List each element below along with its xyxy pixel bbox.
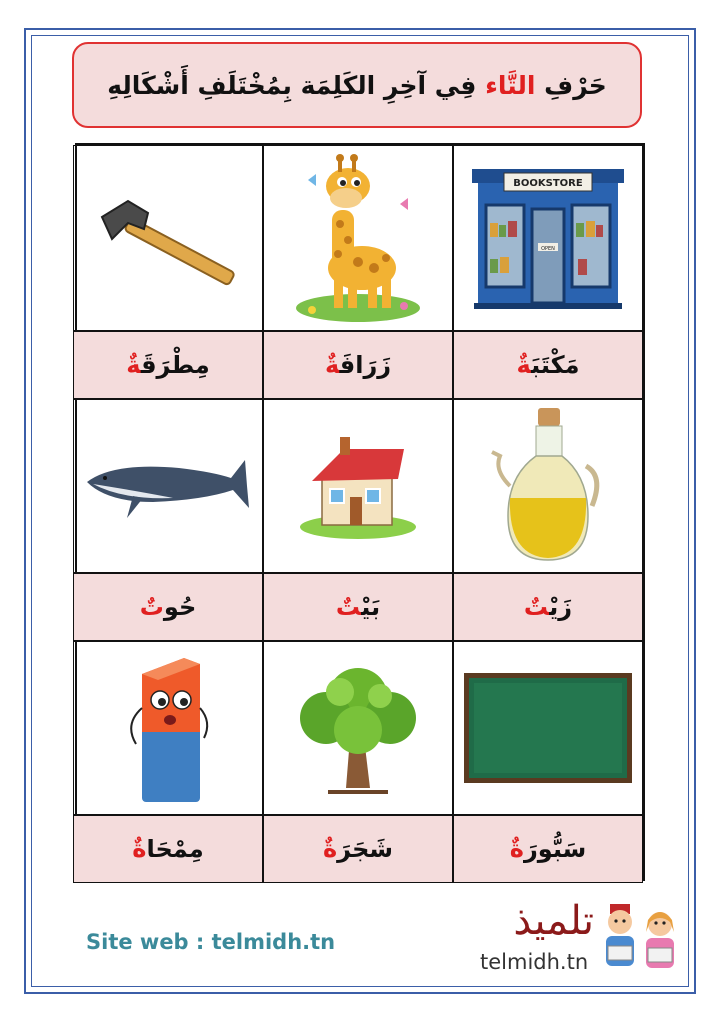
word-cell-hut	[73, 573, 263, 641]
telmidh-logo	[474, 898, 684, 984]
eraser-icon	[108, 648, 228, 808]
image-cell-tree	[263, 641, 453, 815]
whale-icon	[83, 446, 253, 526]
word-cell-shajara	[263, 815, 453, 883]
word-cell-zarafa	[263, 331, 453, 399]
word-sabbura	[510, 835, 586, 863]
word-mimhat	[132, 835, 203, 863]
word-ending: تٌ	[335, 593, 362, 621]
word-stem: زَرَافَ	[339, 351, 392, 379]
word-maktaba	[517, 351, 580, 379]
word-ending: ةٌ	[324, 351, 340, 379]
word-ending: ةٌ	[509, 835, 524, 863]
word-stem: سَبُّورَ	[523, 835, 587, 863]
vocabulary-grid	[75, 143, 645, 881]
title-banner	[72, 42, 642, 128]
word-ending: تٌ	[139, 593, 164, 621]
site-link[interactable]: Site web : telmidh.tn	[86, 930, 336, 954]
logo-latin-text: telmidh.tn	[480, 950, 589, 974]
word-cell-maktaba	[453, 331, 643, 399]
door-sign-text: OPEN	[541, 246, 555, 252]
word-stem: بَيْ	[361, 593, 381, 621]
chalkboard-icon	[462, 671, 634, 785]
word-stem: مَكْتَبَ	[531, 351, 580, 379]
word-ending: ةٌ	[323, 835, 338, 863]
image-cell-eraser	[73, 641, 263, 815]
word-ending: ةٌ	[516, 351, 532, 379]
logo-arabic-text: تلميذ	[513, 898, 594, 944]
word-stem: مِطْرَقَ	[140, 351, 210, 379]
word-cell-sabbura	[453, 815, 643, 883]
word-mitraqa	[126, 351, 209, 379]
house-icon	[298, 431, 418, 541]
giraffe-icon	[288, 150, 428, 326]
bookstore-icon	[468, 163, 628, 313]
word-zayt	[524, 593, 572, 621]
tree-icon	[288, 658, 428, 798]
image-cell-whale	[73, 399, 263, 573]
title-part-1: حَرْفِ	[535, 70, 607, 100]
word-stem: زَيْ	[549, 593, 573, 621]
word-ending: تٌ	[523, 593, 550, 621]
word-ending: ةٌ	[126, 351, 141, 379]
word-cell-mitraqa	[73, 331, 263, 399]
word-zarafa	[325, 351, 391, 379]
word-stem: حُو	[163, 593, 197, 621]
word-ending: ةٌ	[132, 835, 147, 863]
title-highlight: التَّاء	[485, 70, 536, 100]
word-cell-zayt	[453, 573, 643, 641]
image-cell-bookstore	[453, 145, 643, 331]
word-stem: مِمْحَا	[146, 835, 204, 863]
word-cell-mimhat	[73, 815, 263, 883]
image-cell-hammer	[73, 145, 263, 331]
kids-reading-icon	[598, 902, 684, 982]
image-cell-chalkboard	[453, 641, 643, 815]
word-stem: شَجَرَ	[337, 835, 393, 863]
image-cell-house	[263, 399, 453, 573]
title-part-2: فِي آخِرِ الكَلِمَة بِمُخْتَلَفِ أَشْكَالِهِ	[107, 70, 486, 100]
bookstore-sign-text: BOOKSTORE	[513, 178, 583, 189]
word-shajara	[323, 835, 393, 863]
word-cell-bayt	[263, 573, 453, 641]
image-cell-oil	[453, 399, 643, 573]
page-title	[107, 71, 607, 100]
word-hut	[140, 593, 196, 621]
word-bayt	[336, 593, 380, 621]
hammer-icon	[88, 183, 248, 293]
oil-bottle-icon	[488, 406, 608, 566]
image-cell-giraffe	[263, 145, 453, 331]
